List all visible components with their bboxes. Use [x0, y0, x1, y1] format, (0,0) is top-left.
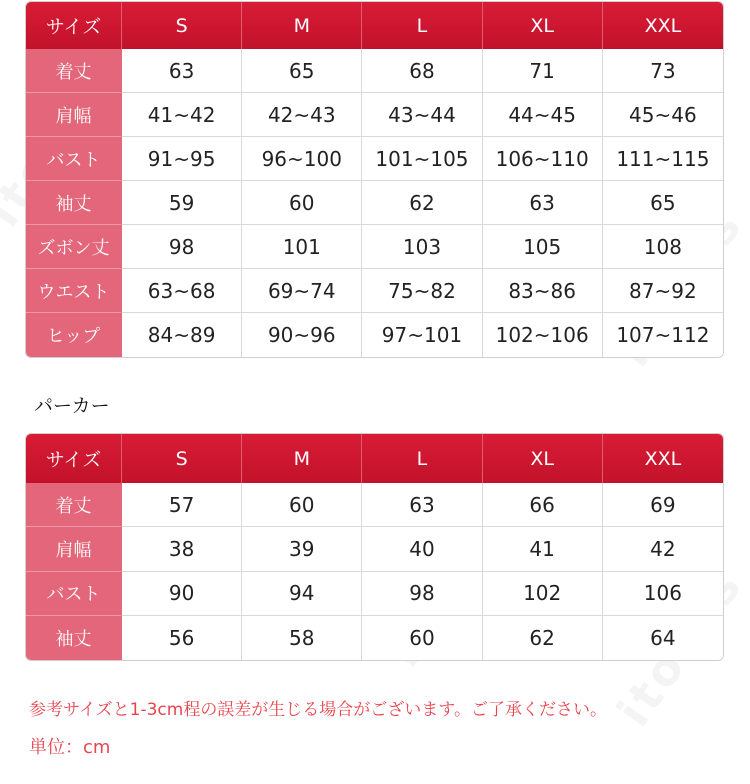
table-cell: 41	[483, 527, 603, 571]
table-cell: 64	[603, 616, 723, 660]
table-cell: 102	[483, 572, 603, 616]
table-cell: 101	[242, 225, 362, 269]
row-label: バスト	[26, 137, 122, 181]
table-cell: 58	[242, 616, 362, 660]
row-label: ヒップ	[26, 313, 122, 357]
table-cell: 107~112	[603, 313, 723, 357]
table-cell: 66	[483, 483, 603, 527]
table-cell: 98	[122, 225, 242, 269]
table-cell: 105	[483, 225, 603, 269]
table-cell: 68	[362, 49, 482, 93]
row-label: ズボン丈	[26, 225, 122, 269]
table-row	[26, 313, 723, 357]
table-row	[26, 527, 723, 571]
header-cell: S	[122, 434, 242, 483]
header-cell: L	[362, 2, 482, 49]
table-cell: 60	[242, 181, 362, 225]
table-cell: 40	[362, 527, 482, 571]
row-label: 肩幅	[26, 527, 122, 571]
table-cell: 42~43	[242, 93, 362, 137]
table-cell: 101~105	[362, 137, 482, 181]
table-cell: 43~44	[362, 93, 482, 137]
disclaimer-note: 参考サイズと1-3cm程の誤差が生じる場合がございます。ご了承ください。	[29, 700, 607, 720]
row-label: ウエスト	[26, 269, 122, 313]
table-cell: 38	[122, 527, 242, 571]
table-cell: 90~96	[242, 313, 362, 357]
table-cell: 83~86	[483, 269, 603, 313]
table-cell: 90	[122, 572, 242, 616]
table-cell: 44~45	[483, 93, 603, 137]
size-table-hoodie	[25, 433, 724, 661]
table-cell: 63	[362, 483, 482, 527]
table-cell: 71	[483, 49, 603, 93]
table-cell: 94	[242, 572, 362, 616]
table-cell: 69~74	[242, 269, 362, 313]
table-row	[26, 483, 723, 527]
table-cell: 91~95	[122, 137, 242, 181]
table-cell: 96~100	[242, 137, 362, 181]
table-cell: 108	[603, 225, 723, 269]
table-cell: 41~42	[122, 93, 242, 137]
table-cell: 106~110	[483, 137, 603, 181]
table-cell: 103	[362, 225, 482, 269]
table-cell: 60	[242, 483, 362, 527]
table-cell: 45~46	[603, 93, 723, 137]
table-row	[26, 269, 723, 313]
table-cell: 75~82	[362, 269, 482, 313]
row-label: 肩幅	[26, 93, 122, 137]
table-cell: 102~106	[483, 313, 603, 357]
table-row	[26, 225, 723, 269]
row-label: 袖丈	[26, 616, 122, 660]
header-cell: M	[242, 434, 362, 483]
header-cell: XXL	[603, 434, 723, 483]
header-cell: サイズ	[26, 434, 122, 483]
row-label: 袖丈	[26, 181, 122, 225]
table-header-row	[26, 2, 723, 49]
table-cell: 42	[603, 527, 723, 571]
table-cell: 62	[483, 616, 603, 660]
table-cell: 63	[122, 49, 242, 93]
table-cell: 39	[242, 527, 362, 571]
table-header-row	[26, 434, 723, 483]
header-cell: サイズ	[26, 2, 122, 49]
row-label: 着丈	[26, 483, 122, 527]
header-cell: XL	[483, 2, 603, 49]
table-cell: 69	[603, 483, 723, 527]
table-row	[26, 137, 723, 181]
table-cell: 97~101	[362, 313, 482, 357]
size-table-main	[25, 1, 724, 358]
header-cell: XXL	[603, 2, 723, 49]
table-cell: 63	[483, 181, 603, 225]
table-cell: 84~89	[122, 313, 242, 357]
table-cell: 106	[603, 572, 723, 616]
table-cell: 87~92	[603, 269, 723, 313]
section-title-hoodie: パーカー	[34, 395, 110, 417]
table-row	[26, 572, 723, 616]
table-cell: 62	[362, 181, 482, 225]
table-cell: 60	[362, 616, 482, 660]
row-label: 着丈	[26, 49, 122, 93]
table-row	[26, 49, 723, 93]
header-cell: L	[362, 434, 482, 483]
unit-label: 単位：cm	[29, 737, 111, 758]
header-cell: S	[122, 2, 242, 49]
table-cell: 57	[122, 483, 242, 527]
table-cell: 65	[242, 49, 362, 93]
header-cell: M	[242, 2, 362, 49]
table-cell: 56	[122, 616, 242, 660]
table-cell: 98	[362, 572, 482, 616]
table-cell: 65	[603, 181, 723, 225]
table-row	[26, 616, 723, 660]
header-cell: XL	[483, 434, 603, 483]
table-row	[26, 181, 723, 225]
table-row	[26, 93, 723, 137]
table-cell: 63~68	[122, 269, 242, 313]
table-cell: 59	[122, 181, 242, 225]
table-cell: 111~115	[603, 137, 723, 181]
row-label: バスト	[26, 572, 122, 616]
table-cell: 73	[603, 49, 723, 93]
